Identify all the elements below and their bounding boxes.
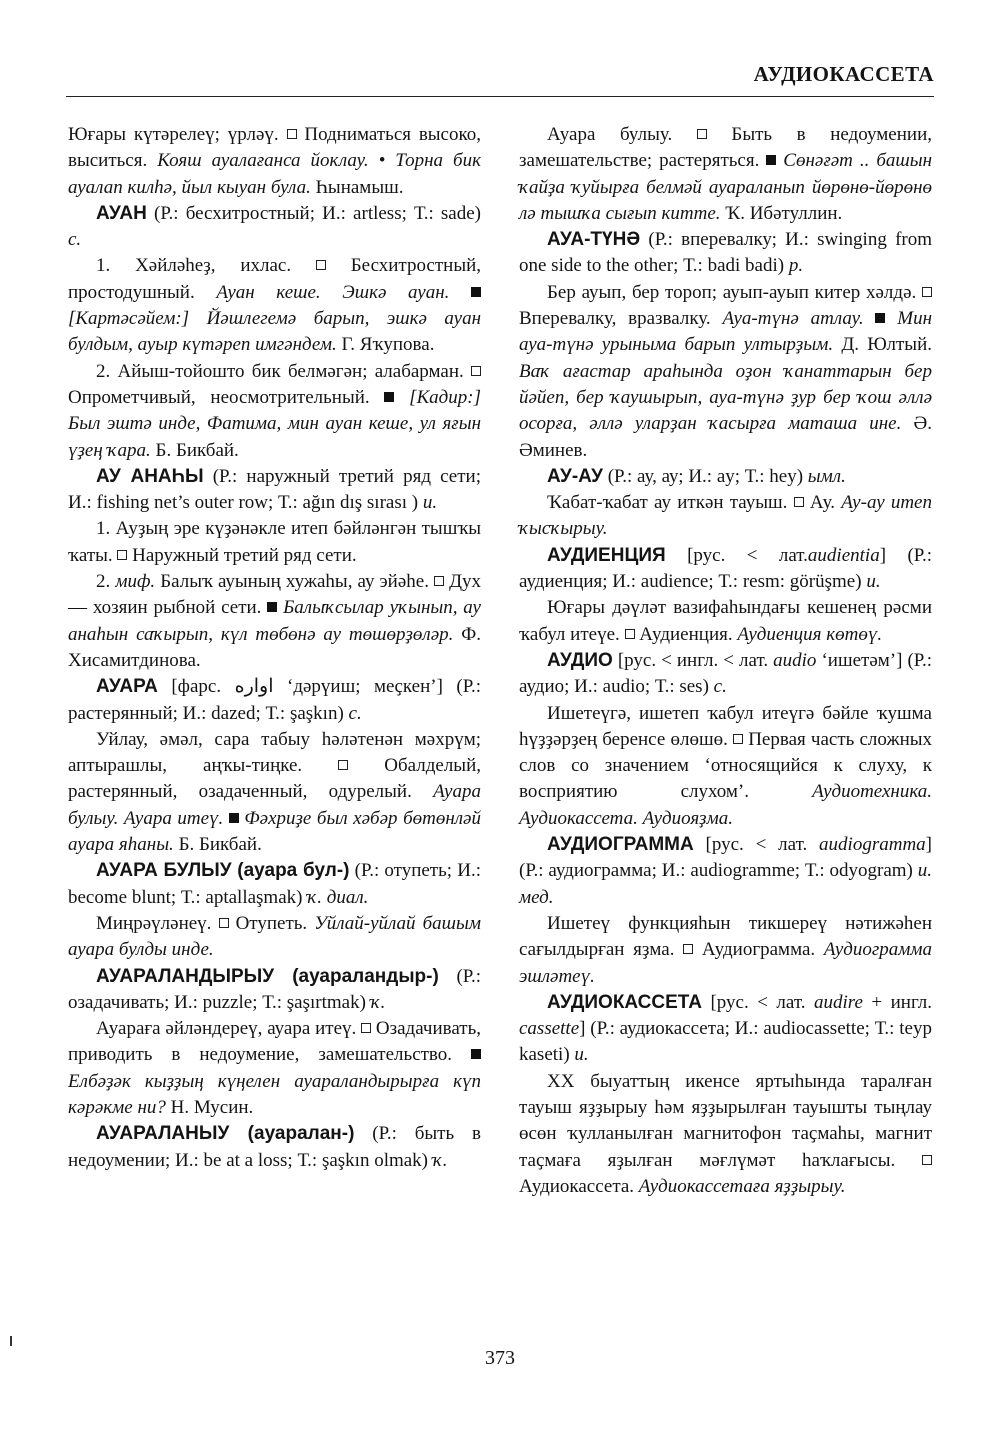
entry-auaralanyu — [68, 1121, 481, 1174]
example: Кояш ауалағанса йоклау. — [157, 150, 369, 172]
scan-edge-mark — [10, 1336, 12, 1346]
pos-label: с. — [348, 702, 362, 724]
open-square-icon — [316, 260, 326, 270]
domain-label: миф. — [115, 571, 156, 593]
entry-au-au — [519, 464, 932, 490]
definition — [519, 1069, 932, 1200]
definition-russian: Аудиенция. — [639, 623, 733, 645]
translations: (Р.: отупеть; И.: become blunt; Т.: aptallaşmak) — [68, 860, 481, 908]
translations: (Р.: озадачивать; И.: puzzle; Т.: şaşırtmak) — [68, 965, 481, 1013]
definition — [519, 595, 932, 648]
definition-russian: Озадачивать, приводить в недоумение, замешательство. — [68, 1018, 481, 1066]
definition — [519, 280, 932, 464]
pos-label: ҡ. — [370, 991, 386, 1013]
open-square-icon — [733, 734, 743, 744]
page-number: 373 — [485, 1347, 515, 1369]
sense-number: 2. — [96, 571, 111, 593]
pos-label: р. — [788, 255, 804, 277]
open-square-icon — [471, 366, 481, 376]
translations: ‘ишетәм’] (Р.: аудио; И.: audio; Т.: ses) — [519, 649, 933, 698]
entry-aua-tune — [519, 227, 932, 280]
source-label: Һынамыш. — [315, 176, 404, 198]
headword: АУДИОКАССЕТА — [547, 991, 702, 1013]
left-column — [68, 122, 481, 1174]
definition — [519, 911, 932, 990]
definition-bashkir: Ишетеү функцияһын тикшереү нәтижәһен сағылдырған яҙма. — [519, 912, 932, 961]
translations: ] (Р.: аудиокассета; И.: audiocassette; Т.: teyp kaseti) — [519, 1018, 932, 1066]
author: Ф. Хисамитдинова. — [68, 623, 481, 671]
quotation: Елбәҙәк кыҙҙың күңелен ауараландырырға күп кәрәкме ни? — [68, 1070, 481, 1118]
definition-bashkir: 2. Айыш-тойошто бик белмәгән; алабарман. — [96, 360, 464, 382]
definition — [519, 490, 932, 543]
etymon: audientia — [807, 544, 880, 566]
translations: (Р.: ау, ау; И.: ay; Т.: hey) — [607, 465, 804, 487]
headword: АУДИО — [547, 649, 613, 671]
etymology: + ингл. — [871, 991, 933, 1013]
etymon: audio — [773, 649, 817, 671]
definition-russian: Обалделый, растерянный, озадаченный, одурелый. — [68, 755, 481, 803]
definition-russian: Подниматься высоко, выситься. — [68, 124, 482, 172]
definition-bashkir: Ауараға әйләндереү, ауара итеү. — [96, 1018, 357, 1040]
open-square-icon — [361, 1023, 371, 1033]
translations: (Р.: вперевалку; И.: swinging from one side to the other; Т.: badi badi) — [519, 229, 933, 277]
translations: ] (Р.: аудиенция; И.: audience; Т.: resm: görüşme) — [519, 544, 932, 593]
proverb: • Торна бик ауалап килһә, йыл кыуан була. — [68, 150, 482, 198]
pos-label: и. — [866, 571, 881, 593]
open-square-icon — [794, 497, 804, 507]
author: Ҡ. Ибәтуллин. — [725, 202, 843, 224]
author: Б. Бикбай. — [178, 834, 262, 856]
definition-bashkir: XX быуаттың икенсе яртыһында таралған тауыш яҙҙырыу һәм яҙҙырылған тауышты тыңлау өсөн ҡулланылған магнитофон таҫмаһы, магнит таҫмаға яҙылған мәғлүмәт һаҡлағысы. — [519, 1070, 932, 1171]
definition-russian: Вперевалку, вразвалку. — [519, 308, 711, 330]
pos-label: и. — [574, 1044, 589, 1066]
filled-square-icon — [229, 813, 239, 823]
definition-bashkir: Ауара булыу. — [547, 124, 673, 145]
example: Аудиограмма эшләтеү. — [519, 939, 932, 987]
sense-2 — [68, 569, 481, 674]
entry-auara — [68, 674, 481, 727]
example: Уйлай-уйлай башым ауара булды инде. — [68, 912, 481, 961]
open-square-icon — [287, 129, 297, 139]
definition-bashkir: Юғары дәүләт вазифаһындағы кешенең рәсми ҡабул итеүе. — [519, 597, 932, 645]
entry-auaralandyryu — [68, 964, 481, 1017]
example: Аудиокассетаға яҙҙырыу. — [638, 1175, 846, 1197]
open-square-icon — [922, 1155, 932, 1165]
open-square-icon — [117, 550, 127, 560]
etymology: [рус. < лат. — [705, 834, 808, 856]
filled-square-icon — [471, 287, 481, 297]
open-square-icon — [219, 918, 229, 928]
quotation: Фәхриҙе был хәбәр бөтөнләй ауара яһаны. — [68, 807, 481, 856]
entry-audiogramma — [519, 832, 932, 911]
pos-label: и. — [422, 492, 438, 514]
quotation: Сөнәғәт .. башын ҡайҙа ҡуйырға белмәй ауараланып йөрөнө-йөрөнө лә тышҡа сығып китте. — [519, 150, 933, 224]
author: Г. Яҡупова. — [341, 334, 435, 356]
open-square-icon — [922, 287, 932, 297]
example: Ау-ау итеп ҡысҡырыу. — [519, 492, 932, 540]
filled-square-icon — [766, 155, 776, 165]
right-column — [519, 122, 932, 1200]
filled-square-icon — [875, 313, 885, 323]
example: Аудиенция көтөү. — [737, 623, 883, 645]
quotation: [Картәсәйем:] Йәшлегемә барып, эшкә ауан булдым, ауыр күтәреп имгәндем. — [68, 308, 481, 356]
definition-russian: Опрометчивый, неосмотрительный. — [68, 386, 370, 408]
pos-label: ҡ. — [432, 1149, 448, 1171]
open-square-icon — [697, 129, 707, 139]
definition — [68, 911, 481, 964]
etymology: [рус. < ингл. < лат. — [617, 649, 769, 671]
pos-label: с. — [713, 676, 727, 698]
headword: АУДИОГРАММА — [547, 834, 694, 856]
etymology-translations: [фарс. اواره ‘дәрүиш; меҫкен’] (Р.: растерянный; И.: dazed; Т.: şaşkın) — [68, 676, 481, 724]
headword: АУАРАЛАНДЫРЫУ (ауараландыр-) — [96, 965, 439, 987]
entry-audiokasseta — [519, 990, 932, 1069]
translations: (Р.: бесхитростный; И.: artless; Т.: sade) — [154, 202, 482, 224]
definition-bashkir: Балыҡ ауының хужаһы, ау эйәһе. — [160, 571, 429, 593]
open-square-icon — [338, 760, 348, 770]
open-square-icon — [434, 576, 444, 586]
pos-label: ымл. — [807, 465, 846, 487]
definition-russian: Быть в недоумении, замешательстве; растеряться. — [519, 124, 932, 172]
pos-label: ҡ. диал. — [307, 886, 369, 908]
entry-auan — [68, 201, 481, 254]
quotation: Ваҡ ағастар араһында оҙон ҡанаттарын бер йәйеп, бер ҡаушырып, ауа-түнә ҙур бер ҡош әллә осорға, әллә уларҙан ҡасырға маташа ине. — [519, 360, 932, 435]
filled-square-icon — [471, 1049, 481, 1059]
definition-bashkir: Ҡабат-ҡабат ау иткән тауыш. — [547, 492, 788, 514]
headword: АУДИЕНЦИЯ — [547, 544, 666, 566]
definition-russian: Бесхитростный, простодушный. — [68, 255, 482, 303]
definition — [519, 122, 932, 227]
etymon: cassette — [519, 1018, 580, 1040]
definition-bashkir: Юғары күтәрелеү; үрләү. — [68, 124, 279, 145]
headword: АУАРАЛАНЫУ (ауаралан-) — [96, 1123, 355, 1145]
sense-2 — [68, 359, 481, 464]
sense-1 — [68, 253, 481, 358]
definition — [68, 727, 481, 858]
entry-audio — [519, 648, 932, 701]
etymology: [рус. < лат. — [710, 991, 806, 1013]
definition-bashkir: 1. Ауҙың эре күҙәнәкле итеп бәйләнгән тышҡы ҡаты. — [68, 518, 481, 566]
author: Н. Мусин. — [170, 1096, 254, 1118]
translations: (Р.: наружный третий ряд сети; И.: fishing net’s outer row; Т.: ağın dış sırası ) — [68, 465, 481, 514]
definition-russian: Ау. — [809, 492, 835, 514]
page-header — [66, 60, 934, 97]
definition — [519, 701, 932, 832]
definition-bashkir: 1. Хәйләһеҙ, ихлас. — [96, 255, 292, 277]
example: Ауа-түнә атлау. — [722, 308, 864, 330]
translations: (Р.: быть в недоумении; И.: be at a loss; Т.: şaşkın olmak) — [68, 1123, 481, 1171]
definition-russian: Аудиокассета. — [519, 1175, 635, 1197]
entry-audiencia — [519, 543, 932, 596]
headword: АУАРА — [96, 676, 158, 698]
definition-russian: Аудиограмма. — [701, 939, 816, 961]
definition-russian: Дух — хозяин рыбной сети. — [68, 571, 482, 619]
author: Ә. Әминев. — [519, 413, 932, 461]
pos-label: с. — [68, 229, 82, 251]
definition-russian: Отупеть. — [235, 912, 308, 934]
headword: АУ АНАҺЫ — [96, 465, 204, 487]
pos-label: и. мед. — [519, 860, 932, 908]
quotation: [Кадир:] Был эштә инде, Фатима, мин ауан кеше, ул яғын үҙең ҡара. — [68, 386, 482, 461]
definition-russian: Наружный третий ряд сети. — [132, 544, 357, 566]
entry-auara-buly — [68, 858, 481, 911]
filled-square-icon — [384, 392, 394, 402]
author: Б. Бикбай. — [155, 439, 239, 461]
filled-square-icon — [267, 602, 277, 612]
etymon: audiogramma — [819, 834, 926, 856]
definition-bashkir: Ишетеүгә, ишетеп ҡабул итеүгә бәйле ҡушма һүҙҙәрҙең беренсе өлөшө. — [519, 702, 932, 750]
definition-russian: Первая часть сложных слов со значением ‘относящийся к слуху, к восприятию слухом’. — [519, 728, 933, 803]
quotation: Балыҡсылар уҡынып, ау анаһын саҡырып, күл төбөнә ау төшөрҙөләр. — [68, 597, 481, 645]
definition-bashkir: Уйлау, әмәл, сара табыу һәләтенән мәхрүм; аптырашлы, аңҡы-тиңке. — [68, 728, 481, 777]
headword: АУ-АУ — [547, 465, 603, 487]
example: Аудиотехника. Аудиокассета. Аудиояҙма. — [519, 781, 933, 829]
headword: АУАРА БУЛЫУ (ауара бул-) — [96, 860, 350, 882]
etymon: audire — [813, 991, 863, 1013]
headword: АУА-ТҮНӘ — [547, 229, 641, 251]
headword: АУАН — [96, 202, 147, 224]
running-head: АУДИОКАССЕТА — [753, 62, 934, 86]
sense-1 — [68, 516, 481, 569]
entry-continuation — [68, 122, 481, 201]
open-square-icon — [683, 944, 693, 954]
definition-bashkir: Бер ауып, бер тороп; ауып-ауып китер хәлдә. — [547, 281, 917, 303]
author: Д. Юлтый. — [841, 334, 932, 356]
translations: ] (Р.: аудиограмма; И.: audiogramme; Т.: odyogram) — [519, 834, 932, 882]
entry-au-anahy — [68, 464, 481, 517]
definition — [68, 1016, 481, 1121]
example: Ауара булыу. Ауара итеү. — [68, 781, 481, 829]
etymology: [рус. < лат. — [687, 544, 808, 566]
definition-bashkir: Миңрәүләнеү. — [96, 912, 212, 934]
open-square-icon — [625, 629, 635, 639]
example: Ауан кеше. Эшкә ауан. — [216, 281, 450, 303]
quotation: Мин ауа-түнә урыныма барып ултырҙым. — [519, 308, 933, 356]
